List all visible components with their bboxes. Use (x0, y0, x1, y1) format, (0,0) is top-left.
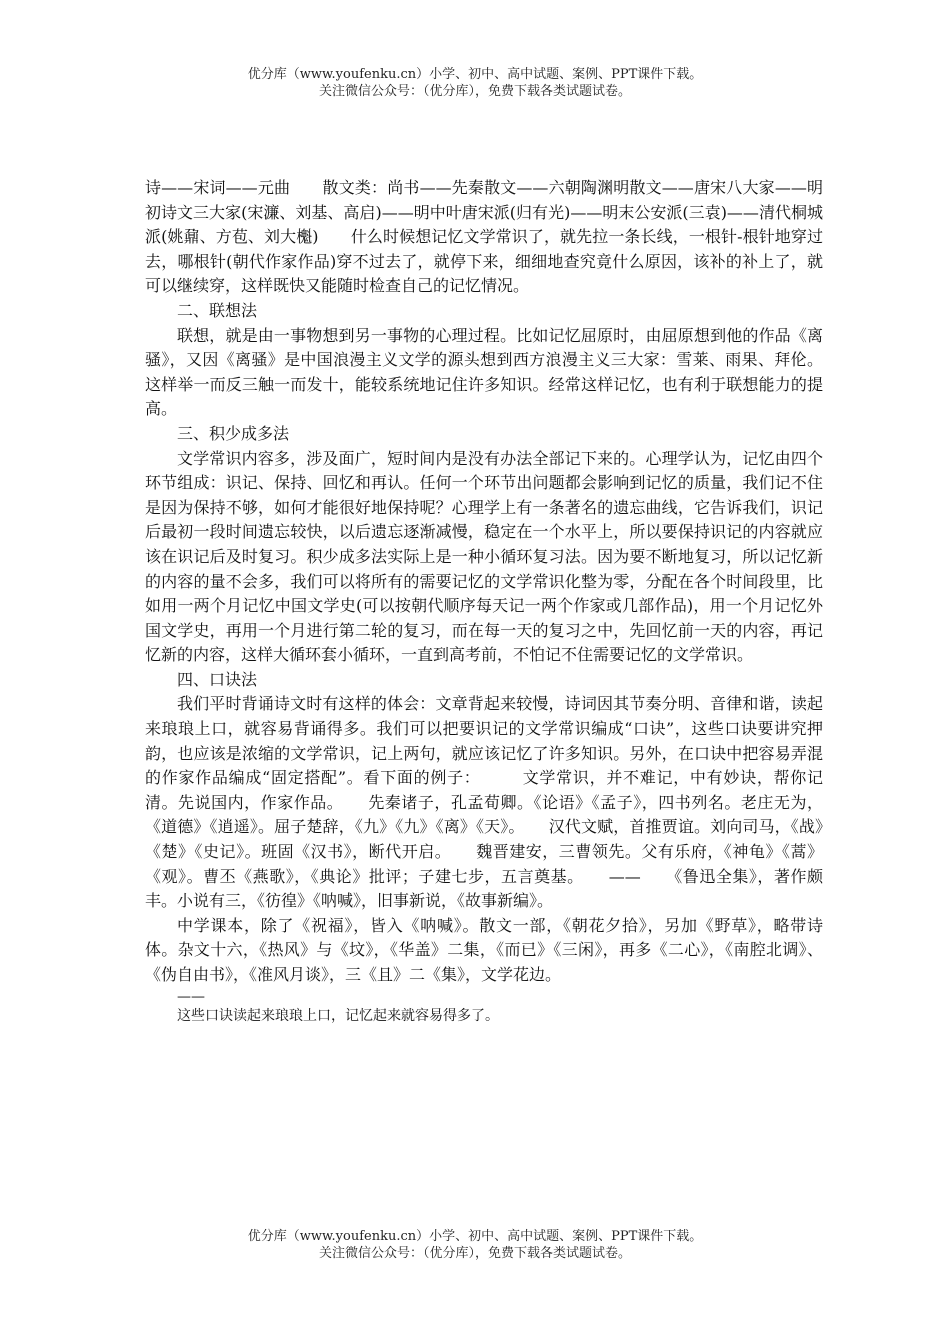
closing-remark: 这些口诀读起来琅琅上口，记忆起来就容易得多了。 (177, 1007, 499, 1024)
section-heading-accumulation: 三、积少成多法 (177, 423, 290, 443)
paragraph-accumulation: 文学常识内容多，涉及面广，短时间内是没有办法全部记下来的。心理学认为，记忆由四个环节组成：识记、保持、回忆和再认。任何一个环节出问题都会影响到记忆的质量，我们记不住是因为保持不够，如何才能很好地保持呢？心理学上有一条著名的遗忘曲线，它告诉我们，识记后最初一段时间遗忘较快，以后遗忘逐渐减慢，稳定在一个水平上，所以要保持识记的内容就应该在识记后及时复习。积少成多法实际上是一种小循环复习法。因为要不断地复习，所以记忆新的内容的量不会多，我们可以将所有的需要记忆的文学常识化整为零，分配在各个时间段里，比如用一两个月记忆中国文学史(可以按朝代顺序每天记一两个作家或几部作品)，用一个月记忆外国文学史，再用一个月进行第二轮的复习，而在每一天的复习之中，先回忆前一天的内容，再记忆新的内容，这样大循环套小循环，一直到高考前，不怕记不住需要记忆的文学常识。 (145, 448, 823, 665)
footer-line-2: 关注微信公众号：（优分库），免费下载各类试题试卷。 (318, 1246, 631, 1261)
paragraph-association: 联想，就是由一事物想到另一事物的心理过程。比如记忆屈原时，由屈原想到他的作品《离骚》，又因《离骚》是中国浪漫主义文学的源头想到西方浪漫主义三大家：雪莱、雨果、拜伦。这样举一而反三触一而发十，能较系统地记住许多知识。经常这样记忆，也有利于联想能力的提高。 (145, 325, 823, 419)
section-heading-mnemonic: 四、口诀法 (177, 669, 258, 689)
paragraph-mnemonic: 我们平时背诵诗文时有这样的体会：文章背起来较慢，诗词因其节奏分明、音律和谐，读起来琅琅上口，就容易背诵得多。我们可以把要识记的文学常识编成“口诀”，这些口诀要讲究押韵，也应该是浓缩的文学常识，记上两句，就应该记忆了许多知识。另外，在口诀中把容易弄混的作家作品编成“固定搭配”。看下面的例子： 文学常识，并不难记，中有妙诀，帮你记清。先说国内，作家作品。 先秦诸子，孔孟荀卿。《论语》《孟子》，四书列名。老庄无为，《道德》《逍遥》。屈子楚辞，《九》《九》《离》《天》。 汉代文赋，首推贾谊。刘向司马，《战》《楚》《史记》。班固《汉书》，断代开启。 魏晋建安，三曹领先。父有乐府，《神龟》《蒿》《观》。曹丕《燕歌》，《典论》批评；子建七步，五言奠基。 —— 《鲁迅全集》，著作颇丰。小说有三，《彷徨》《呐喊》，旧事新说，《故事新编》。 (145, 694, 823, 911)
dash-separator: —— (177, 988, 205, 1005)
header-line-1: 优分库（www.youfenku.cn）小学、初中、高中试题、案例、PPT课件下载。 (247, 67, 703, 82)
page-footer (0, 1228, 950, 1262)
header-line-2: 关注微信公众号：（优分库），免费下载各类试题试卷。 (318, 84, 631, 99)
footer-line-1: 优分库（www.youfenku.cn）小学、初中、高中试题、案例、PPT课件下载。 (247, 1229, 703, 1244)
document-body (145, 176, 823, 1026)
paragraph-literary-lineage: 诗——宋词——元曲 散文类：尚书——先秦散文——六朝陶渊明散文——唐宋八大家——明初诗文三大家(宋濂、刘基、高启)——明中叶唐宋派(归有光)——明末公安派(三袁)——清代桐城派(姚鼐、方苞、刘大櫆) 什么时候想记忆文学常识了，就先拉一条长线，一根针-根针地穿过去，哪根针(朝代作家作品)穿不过去了，就停下来，细细地查究竟什么原因，该补的补上了，就可以继续穿，这样既快又能随时检查自己的记忆情况。 (145, 178, 823, 296)
page-header (0, 66, 950, 100)
paragraph-luxun-works: 中学课本，除了《祝福》，皆入《呐喊》。散文一部，《朝花夕拾》，另加《野草》，略带诗体。杂文十六，《热风》与《坟》，《华盖》二集，《而已》《三闲》，再多《二心》，《南腔北调》、《伪自由书》，《准风月谈》，三《且》二《集》，文学花边。 (145, 915, 823, 984)
section-heading-association: 二、联想法 (177, 300, 258, 320)
